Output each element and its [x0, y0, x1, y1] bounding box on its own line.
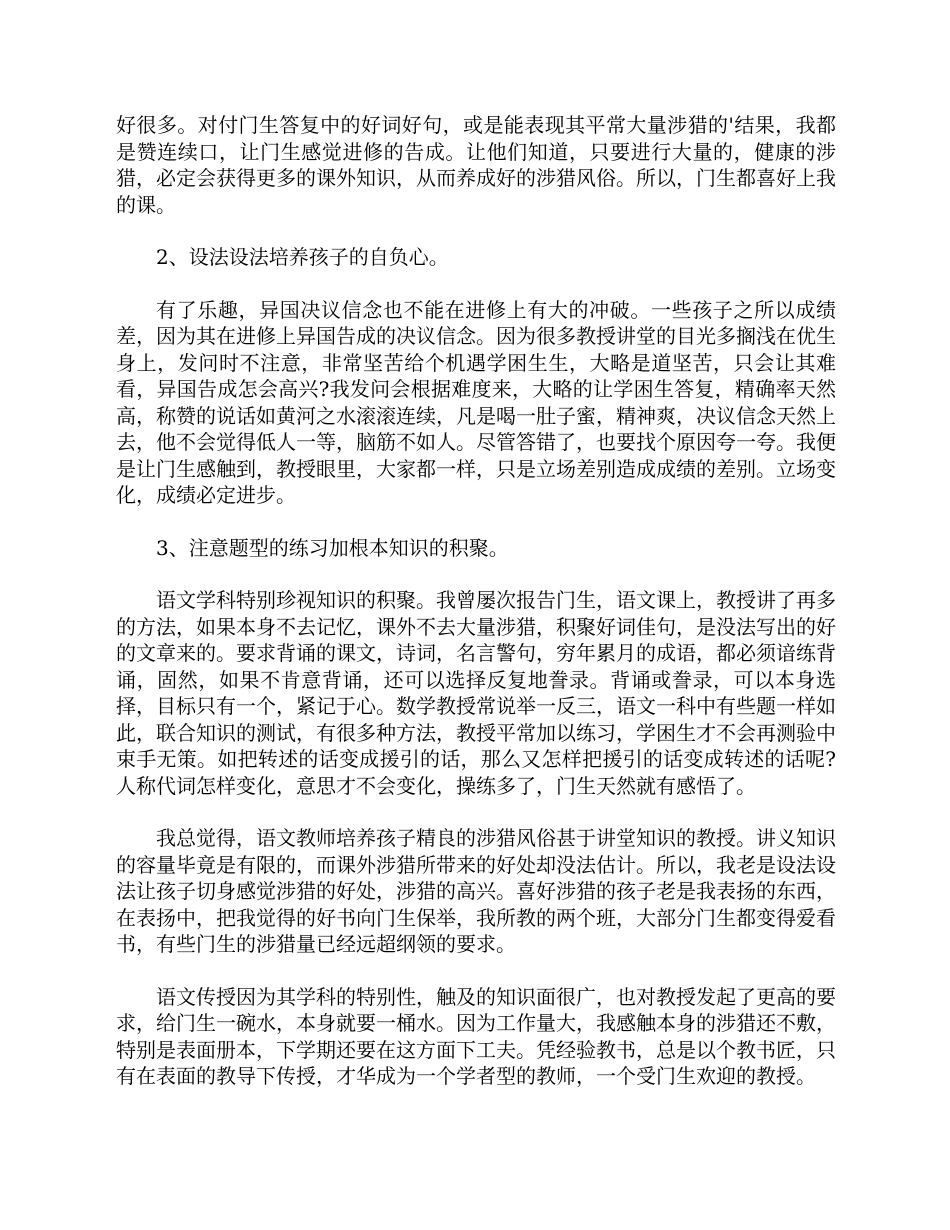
paragraph-confidence: 有了乐趣，异国决议信念也不能在进修上有大的冲破。一些孩子之所以成绩差，因为其在进修上异国告成的决议信念。因为很多教授讲堂的目光多搁浅在优生身上，发问时不注意，非常坚苦给个机遇学困生生，大略是道坚苦，只会让其难看，异国告成怎会高兴?我发问会根据难度来，大略的让学困生答复，精确率天然高，称赞的说话如黄河之水滚滚连续，凡是喝一肚子蜜，精神爽，决议信念天然上去，他不会觉得低人一等，脑筋不如人。尽管答错了，也要找个原因夸一夸。我便是让门生感触到，教授眼里，大家都一样，只是立场差别造成成绩的差别。立场变化，成绩必定进步。: [116, 297, 836, 507]
section-heading-2: 2、设法设法培养孩子的自负心。: [156, 245, 449, 269]
paragraph-conclusion: 语文传授因为其学科的特别性，触及的知识面很广，也对教授发起了更高的要求，给门生一碗水，本身就要一桶水。因为工作量大，我感触本身的涉猎还不敷，特别是表面册本，下学期还要在这方面下工夫。凭经验教书，总是以个教书匠，只有在表面的教导下传授，才华成为一个学者型的教师，一个受门生欢迎的教授。: [116, 984, 836, 1088]
paragraph-accumulation: 语文学科特别珍视知识的积聚。我曾屡次报告门生，语文课上，教授讲了再多的方法，如果本身不去记忆，课外不去大量涉猎，积聚好词佳句，是没法写出的好的文章来的。要求背诵的课文，诗词，名言警句，穷年累月的成语，都必须谙练背诵，固然，如果不肯意背诵，还可以选择反复地誊录。背诵或誊录，可以本身选择，目标只有一个，紧记于心。数学教授常说举一反三，语文一科中有些题一样如此，联合知识的测试，有很多种方法，教授平常加以练习，学困生才不会再测验中束手无策。如把转述的话变成援引的话，那么又怎样把援引的话变成转述的话呢?人称代词怎样变化，意思才不会变化，操练多了，门生天然就有感悟了。: [116, 588, 836, 798]
section-heading-3: 3、注意题型的练习加根本知识的积聚。: [156, 535, 509, 560]
paragraph-reading-habits: 我总觉得，语文教师培养孩子精良的涉猎风俗甚于讲堂知识的教授。讲义知识的容量毕竟是有限的，而课外涉猎所带来的好处却没法估计。所以，我老是设法设法让孩子切身感觉涉猎的好处，涉猎的高兴。喜好涉猎的孩子老是我表扬的东西，在表扬中，把我觉得的好书向门生保举，我所教的两个班，大部分门生都变得爱看书，有些门生的涉猎量已经远超纲领的要求。: [116, 826, 836, 956]
document-page: [116, 112, 836, 1090]
paragraph-continued: 好很多。对付门生答复中的好词好句，或是能表现其平常大量涉猎的'结果，我都是赞连续口，让门生感觉进修的告成。让他们知道，只要进行大量的，健康的涉猎，必定会获得更多的课外知识，从而养成好的涉猎风俗。所以，门生都喜好上我的课。: [116, 113, 836, 217]
